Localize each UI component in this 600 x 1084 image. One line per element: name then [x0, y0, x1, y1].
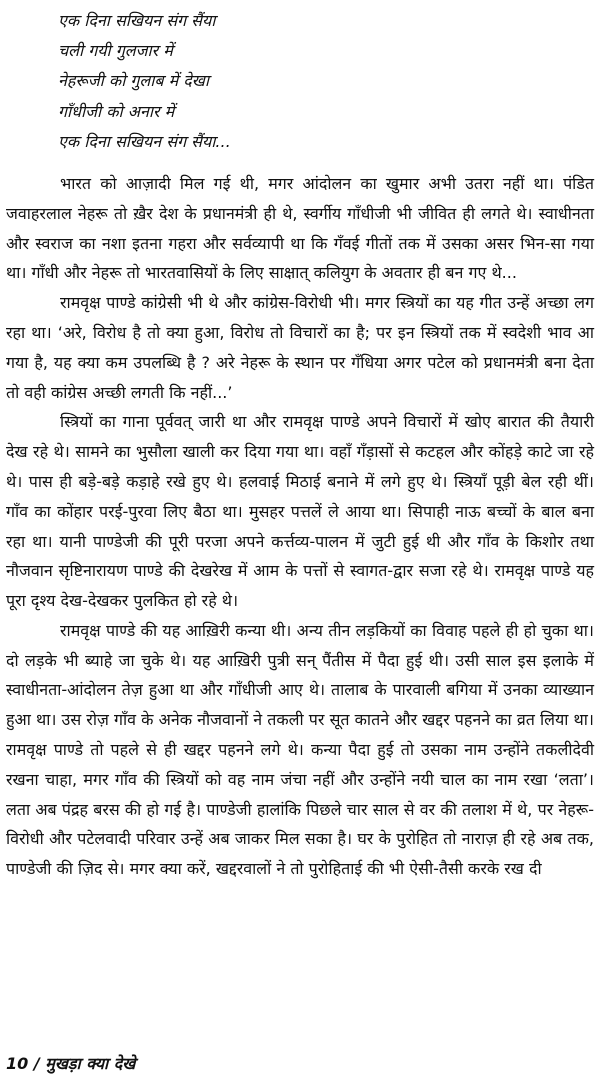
page-number: 10: [6, 1054, 29, 1073]
footer-separator: /: [33, 1054, 40, 1073]
poem-line: नेहरूजी को गुलाब में देखा: [58, 71, 210, 91]
poem-verse: [58, 6, 594, 157]
paragraph: स्त्रियों का गाना पूर्ववत् जारी था और रामवृक्ष पाण्डे अपने विचारों में खोए बारात की तैयारी देख रहे थे। सामने का भुसौला खाली कर दिया गया था। वहाँ गँड़ासों से कटहल और कोंहड़े काटे जा रहे थे। पास ही बड़े-बड़े कड़ाहे रखे हुए थे। हलवाई मिठाई बनाने में लगे हुए थे। स्त्रियाँ पूड़ी बेल रही थीं। गाँव का कोंहार परई-पुरवा लिए बैठा था। मुसहर पत्तलें ले आया था। सिपाही नाऊ बच्चों के बाल बना रहा था। यानी पाण्डेजी की पूरी परजा अपने कर्त्तव्य-पालन में जुटी हुई थी और गाँव के किशोर तथा नौजवान सृष्टिनारायण पाण्डे की देखरेख में आम के पत्तों से स्वागत-द्वार सजा रहे थे। रामवृक्ष पाण्डे यह पूरा दृश्य देख-देखकर पुलकित हो रहे थे।: [6, 412, 594, 611]
paragraph: रामवृक्ष पाण्डे की यह आख़िरी कन्या थी। अन्य तीन लड़कियों का विवाह पहले ही हो चुका था। दो लड़के भी ब्याहे जा चुके थे। यह आख़िरी पुत्री सन् पैंतीस में पैदा हुई थी। उसी साल इस इलाके में स्वाधीनता-आंदोलन तेज़ हुआ था और गाँधीजी आए थे। तालाब के पारवाली बगिया में उनका व्याख्यान हुआ था। उस रोज़ गाँव के अनेक नौजवानों ने तकली पर सूत कातने और खद्दर पहनने का व्रत लिया था। रामवृक्ष पाण्डे तो पहले से ही खद्दर पहनने लगे थे। कन्या पैदा हुई तो उसका नाम उन्होंने तकलीदेवी रखना चाहा, मगर गाँव की स्त्रियों को वह नाम जंचा नहीं और उन्होंने नयी चाल का नाम रखा ‘लता’। लता अब पंद्रह बरस की हो गई है। पाण्डेजी हालांकि पिछले चार साल से वर की तलाश में थे, पर नेहरू-विरोधी और पटेलवादी परिवार उन्हें अब जाकर मिल सका है। घर के पुरोहित तो नाराज़ ही रहे अब तक, पाण्डेजी की ज़िद से। मगर क्या करें, खद्दरवालों ने तो पुरोहिताई की भी ऐसी-तैसी करके रख दी: [6, 620, 594, 879]
poem-line: चली गयी गुलजार में: [58, 41, 173, 61]
poem-line: एक दिना सखियन संग सैंया: [58, 11, 216, 30]
poem-line: एक दिना सखियन संग सैंया...: [58, 131, 231, 151]
page-footer: [6, 1052, 135, 1074]
paragraph: भारत को आज़ादी मिल गई थी, मगर आंदोलन का खुमार अभी उतरा नहीं था। पंडित जवाहरलाल नेहरू तो ख़ैर देश के प्रधानमंत्री ही थे, स्वर्गीय गाँधीजी भी जीवित ही लगते थे। स्वाधीनता और स्वराज का नशा इतना गहरा और सर्वव्यापी था कि गँवई गीतों तक में उसका असर भिन-सा गया था। गाँधी और नेहरू तो भारतवासियों के लिए साक्षात् कलियुग के अवतार ही बन गए थे...: [6, 173, 594, 283]
poem-line: गाँधीजी को अनार में: [58, 101, 175, 121]
paragraph: रामवृक्ष पाण्डे कांग्रेसी भी थे और कांग्रेस-विरोधी भी। मगर स्त्रियों का यह गीत उन्हें अच्छा लग रहा था। ‘अरे, विरोध है तो क्या हुआ, विरोध तो विचारों का है; पर इन स्त्रियों तक में स्वदेशी भाव आ गया है, यह क्या कम उपलब्धि है ? अरे नेहरू के स्थान पर गँधिया अगर पटेल को प्रधानमंत्री बना देता तो वही कांग्रेस अच्छी लगती कि नहीं...’: [6, 293, 594, 402]
prose-body: [6, 169, 594, 884]
running-title: मुखड़ा क्या देखे: [45, 1054, 136, 1073]
